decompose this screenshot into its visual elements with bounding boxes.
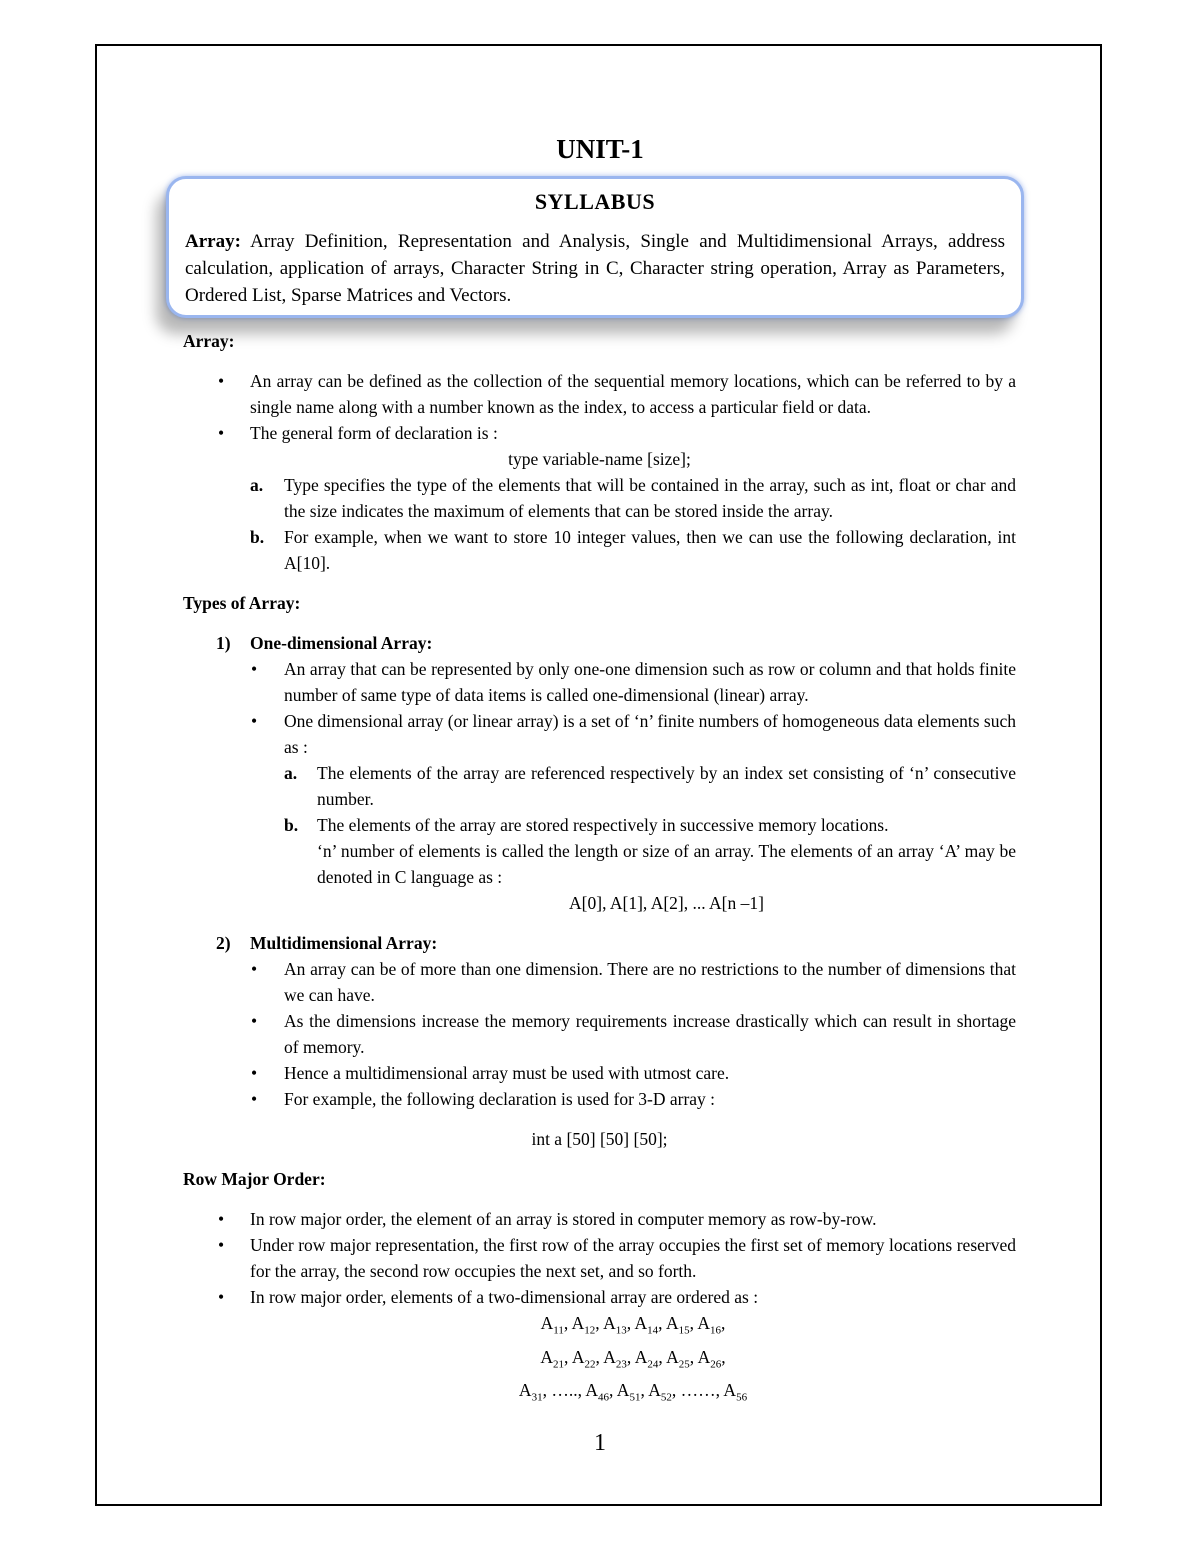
list-item: • One dimensional array (or linear array) is a set of ‘n’ finite numbers of homogeneous data elements such as : bbox=[183, 708, 1016, 760]
element-subscript: 11 bbox=[553, 1324, 564, 1337]
array-element: $A_{21}$, bbox=[540, 1346, 572, 1370]
bullet-icon: • bbox=[218, 371, 225, 391]
element-notation: A[0], A[1], A[2], ... A[n –1] bbox=[569, 893, 764, 913]
subscript-line bbox=[183, 1310, 1016, 1344]
element-subscript: 25 bbox=[678, 1358, 690, 1370]
paragraph: ‘n’ number of elements is called the length or size of an array. The elements of an array ‘A’ may be denoted in C language as : bbox=[317, 841, 1016, 887]
array-element: $A_{23}$, bbox=[603, 1346, 635, 1370]
bullet-icon: • bbox=[218, 1235, 225, 1255]
array-element: $A_{11}$, bbox=[540, 1313, 572, 1337]
list-item: • The general form of declaration is : bbox=[183, 420, 1016, 446]
element-subscript: 21 bbox=[553, 1358, 565, 1370]
bullet-icon: • bbox=[218, 1209, 225, 1229]
element-subscript: 46 bbox=[598, 1391, 609, 1404]
syllabus-text bbox=[185, 228, 1005, 309]
array-element: $A_{31}$, ….., bbox=[518, 1380, 586, 1404]
list-item: a. The elements of the array are referenced respectively by an index set consisting of ‘n’ consecutive number. bbox=[183, 760, 1016, 812]
element-subscript: 52 bbox=[660, 1391, 672, 1404]
numbered-heading: 2) Multidimensional Array: bbox=[216, 933, 438, 953]
list-marker: a. bbox=[250, 475, 264, 495]
list-item: b. For example, when we want to store 10 integer values, then we can use the following declaration, int A[10]. bbox=[183, 524, 1016, 576]
row-major-heading: Row Major Order: bbox=[183, 1169, 326, 1189]
list-marker: b. bbox=[250, 527, 265, 547]
bullet-icon: • bbox=[251, 659, 258, 679]
unit-title: UNIT-1 bbox=[556, 134, 644, 164]
bullet-icon: • bbox=[251, 1011, 258, 1031]
element-subscript: 56 bbox=[736, 1391, 748, 1404]
array-element: $A_{26}$, bbox=[697, 1346, 726, 1370]
types-heading: Types of Array: bbox=[183, 593, 301, 613]
element-subscript: 14 bbox=[647, 1324, 659, 1337]
bullet-icon: • bbox=[251, 1063, 258, 1083]
declaration-syntax: type variable-name [size]; bbox=[508, 449, 691, 469]
declaration-example: int a [50] [50] [50]; bbox=[531, 1129, 668, 1149]
subscript-line bbox=[183, 1377, 1016, 1411]
element-subscript: 22 bbox=[584, 1358, 596, 1370]
array-element: $A_{13}$, bbox=[603, 1313, 635, 1337]
bullet-icon: • bbox=[218, 423, 225, 443]
bullet-icon: • bbox=[218, 1287, 225, 1307]
array-heading: Array: bbox=[183, 331, 235, 351]
subscript-line bbox=[183, 1344, 1016, 1378]
array-element: $A_{51}$, bbox=[616, 1380, 649, 1404]
bullet-icon: • bbox=[251, 1089, 258, 1109]
syllabus-body: Array Definition, Representation and Analysis, Single and Multidimensional Arrays, address calculation, application of arrays, Character String in C, Character string operation, Array as Parameters, Ordered List, Sparse Matrices and Vectors. bbox=[185, 231, 1005, 306]
element-subscript: 13 bbox=[615, 1324, 627, 1337]
page-number: 1 bbox=[594, 1430, 606, 1456]
list-item: • An array can be of more than one dimension. There are no restrictions to the number of dimensions that we can have. bbox=[183, 956, 1016, 1008]
list-item: • An array can be defined as the collection of the sequential memory locations, which can be referred to by a single name along with a number known as the index, to access a particular field or data. bbox=[183, 368, 1016, 420]
list-item: b. The elements of the array are stored respectively in successive memory locations. bbox=[183, 812, 1016, 838]
list-item: • In row major order, elements of a two-dimensional array are ordered as : bbox=[183, 1284, 1016, 1310]
array-element: $A_{22}$, bbox=[571, 1346, 604, 1370]
element-subscript: 12 bbox=[584, 1324, 596, 1337]
array-element: $A_{46}$, bbox=[585, 1380, 617, 1404]
element-subscript: 16 bbox=[710, 1324, 722, 1337]
array-element: $A_{52}$, ……, bbox=[648, 1380, 724, 1404]
element-subscript: 51 bbox=[629, 1391, 641, 1404]
element-subscript: 15 bbox=[678, 1324, 690, 1337]
list-item: • As the dimensions increase the memory requirements increase drastically which can result in shortage of memory. bbox=[183, 1008, 1016, 1060]
list-marker: b. bbox=[284, 815, 299, 835]
array-element: $A_{16}$, bbox=[697, 1313, 726, 1337]
array-element: $A_{15}$, bbox=[665, 1313, 698, 1337]
bullet-icon: • bbox=[251, 711, 258, 731]
element-subscript: 23 bbox=[615, 1358, 627, 1370]
array-element: $A_{12}$, bbox=[571, 1313, 604, 1337]
list-item: • Under row major representation, the first row of the array occupies the first set of memory locations reserved for the array, the second row occupies the next set, and so forth. bbox=[183, 1232, 1016, 1284]
syllabus-lead: Array: bbox=[185, 231, 241, 252]
bullet-icon: • bbox=[251, 959, 258, 979]
list-item: • An array that can be represented by only one-one dimension such as row or column and that holds finite number of same type of data items is called one-dimensional (linear) array. bbox=[183, 656, 1016, 708]
element-subscript: 24 bbox=[647, 1358, 659, 1370]
list-item: • For example, the following declaration is used for 3-D array : bbox=[183, 1086, 1016, 1112]
array-element: $A_{25}$, bbox=[666, 1346, 698, 1370]
list-item: • In row major order, the element of an array is stored in computer memory as row-by-row. bbox=[183, 1206, 1016, 1232]
array-element: $A_{56}$ bbox=[723, 1380, 748, 1404]
element-subscript: 26 bbox=[710, 1358, 722, 1370]
syllabus-heading: SYLLABUS bbox=[534, 189, 656, 214]
array-element: $A_{24}$, bbox=[634, 1346, 667, 1370]
list-item: a. Type specifies the type of the elements that will be contained in the array, such as int, float or char and the size indicates the maximum of elements that can be stored inside the array. bbox=[183, 472, 1016, 524]
numbered-heading: 1) One-dimensional Array: bbox=[216, 633, 433, 653]
element-subscript: 31 bbox=[531, 1391, 543, 1404]
array-element: $A_{14}$, bbox=[634, 1313, 666, 1337]
list-item: • Hence a multidimensional array must be used with utmost care. bbox=[183, 1060, 1016, 1086]
syllabus-box bbox=[166, 176, 1024, 318]
list-marker: a. bbox=[284, 763, 298, 783]
content bbox=[183, 328, 1016, 1411]
